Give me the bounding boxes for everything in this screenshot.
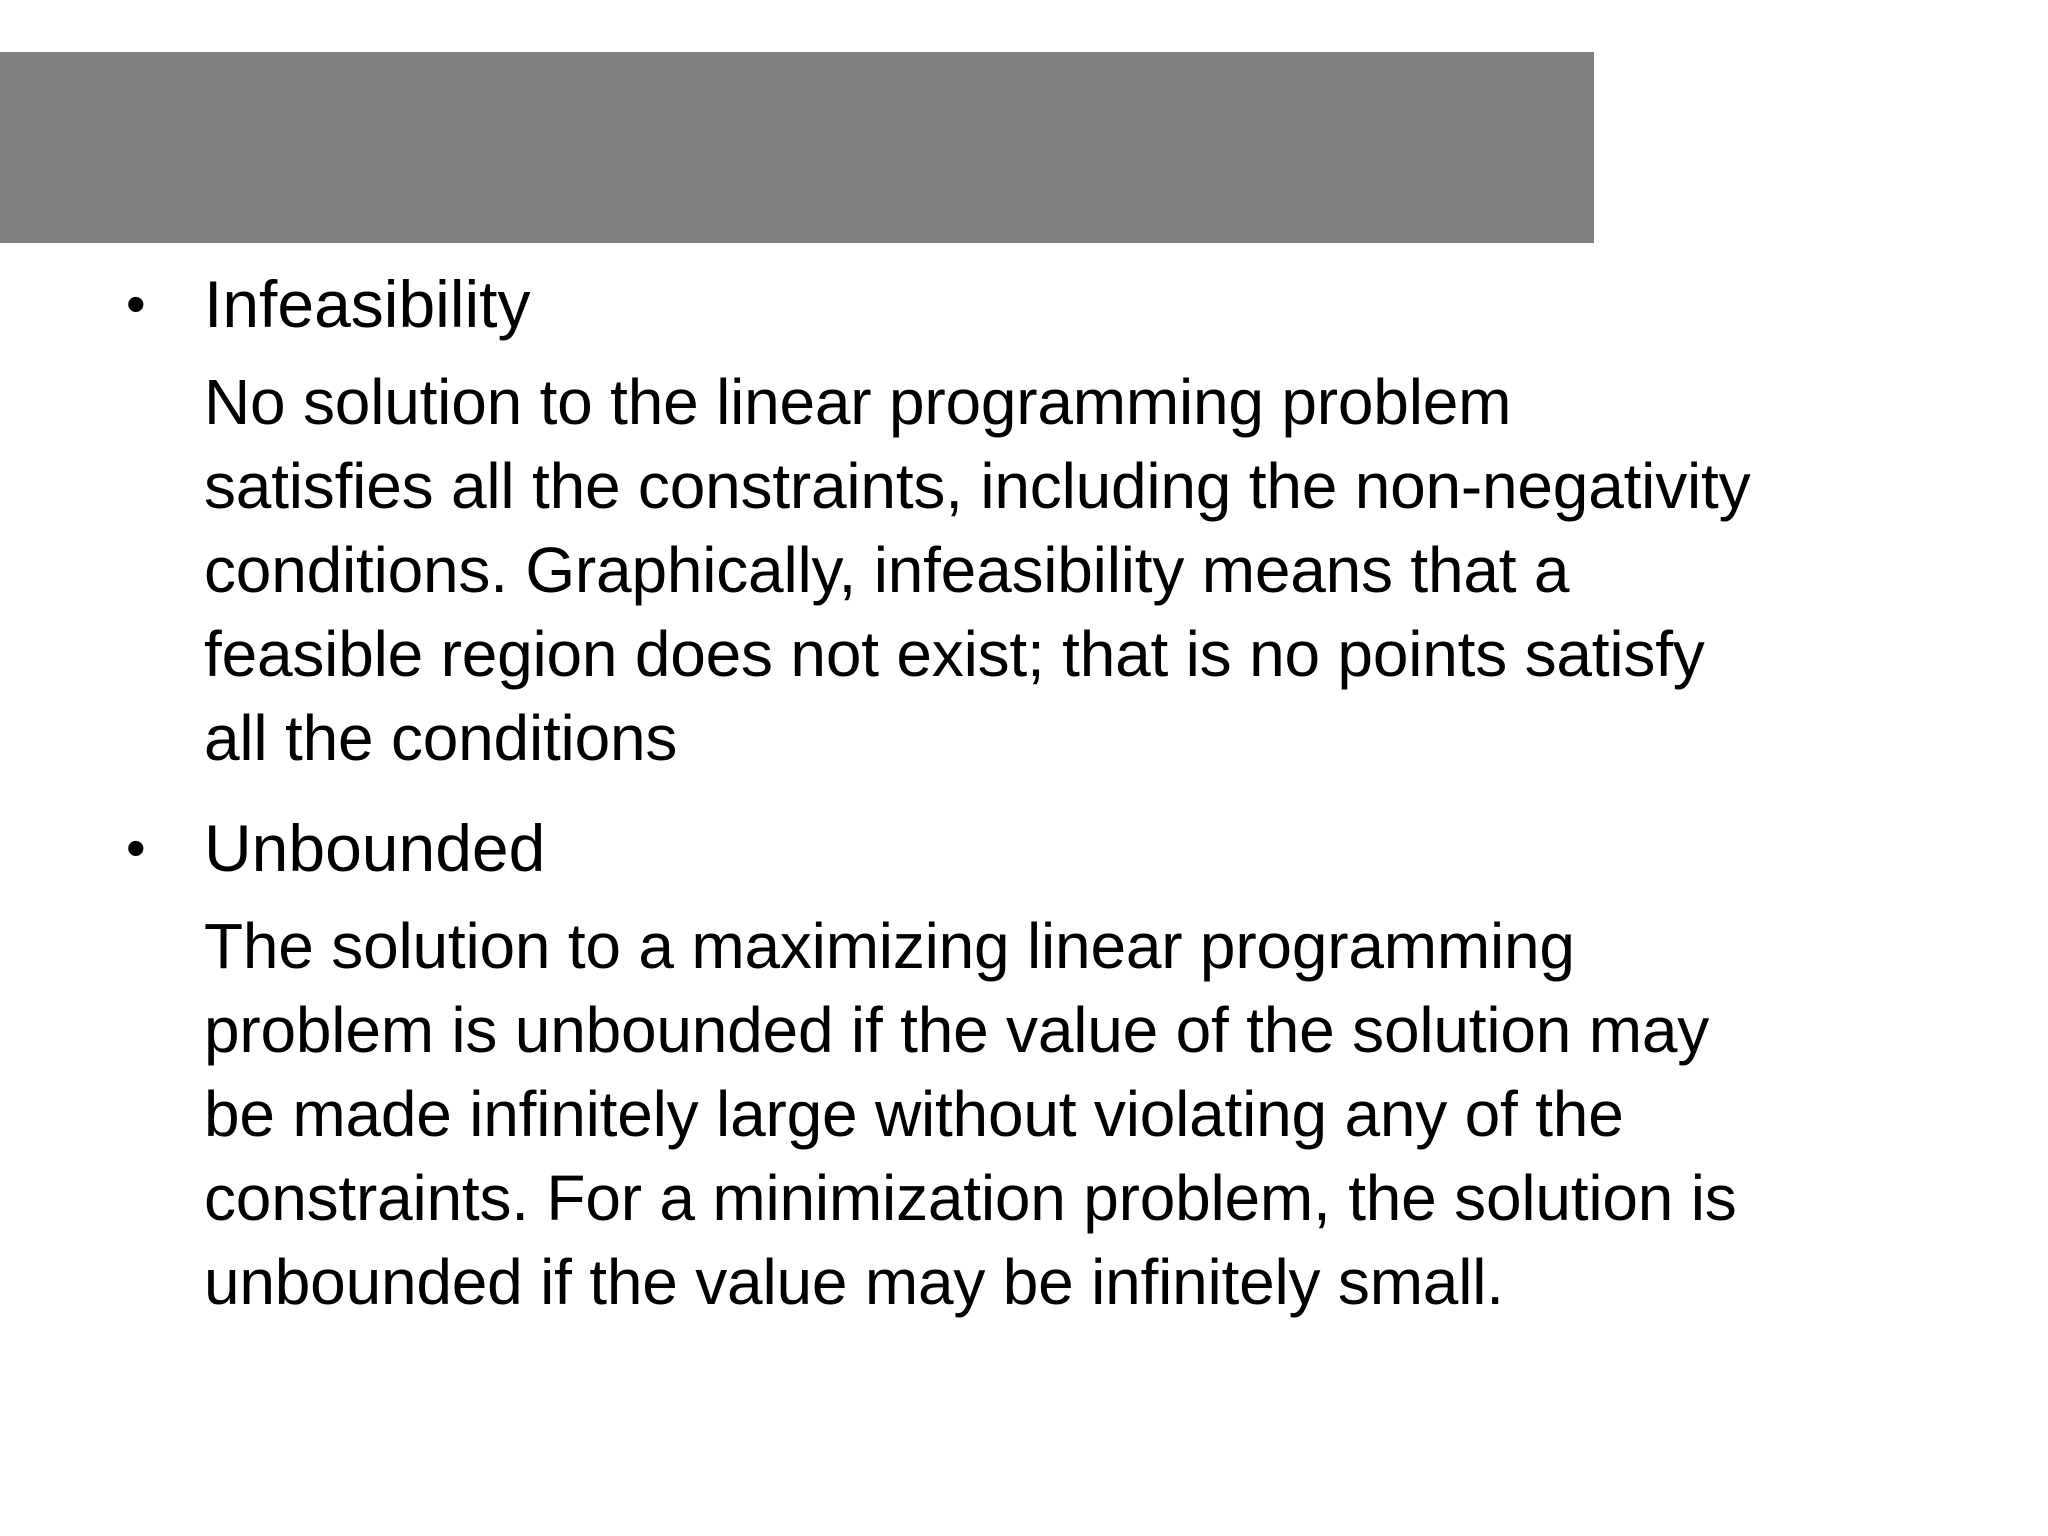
- description-line: No solution to the linear programming problem: [204, 366, 1512, 438]
- bullet-row: [116, 262, 1996, 346]
- description-line: conditions. Graphically, infeasibility means that a: [204, 534, 1570, 606]
- bullet-icon: •: [126, 272, 146, 335]
- bullet-item-unbounded: [116, 806, 1996, 1324]
- bullet-term: Infeasibility: [204, 267, 531, 341]
- bullet-term: Unbounded: [204, 811, 546, 885]
- description-line: all the conditions: [204, 702, 678, 774]
- description-line: be made infinitely large without violating any of the: [204, 1078, 1624, 1150]
- description-line: satisfies all the constraints, including the non-negativity: [204, 450, 1751, 522]
- title-bar: [0, 52, 1594, 243]
- bullet-icon: •: [126, 816, 146, 879]
- slide-content: [116, 262, 1996, 1324]
- description-line: problem is unbounded if the value of the solution may: [204, 994, 1710, 1066]
- bullet-row: [116, 806, 1996, 890]
- description-line: feasible region does not exist; that is no points satisfy: [204, 618, 1705, 690]
- description-line: constraints. For a minimization problem, the solution is: [204, 1162, 1737, 1234]
- description-line: The solution to a maximizing linear programming: [204, 910, 1575, 982]
- bullet-description: [204, 360, 2004, 780]
- bullet-item-infeasibility: [116, 262, 1996, 780]
- bullet-description: [204, 904, 2004, 1324]
- description-line: unbounded if the value may be infinitely small.: [204, 1246, 1504, 1318]
